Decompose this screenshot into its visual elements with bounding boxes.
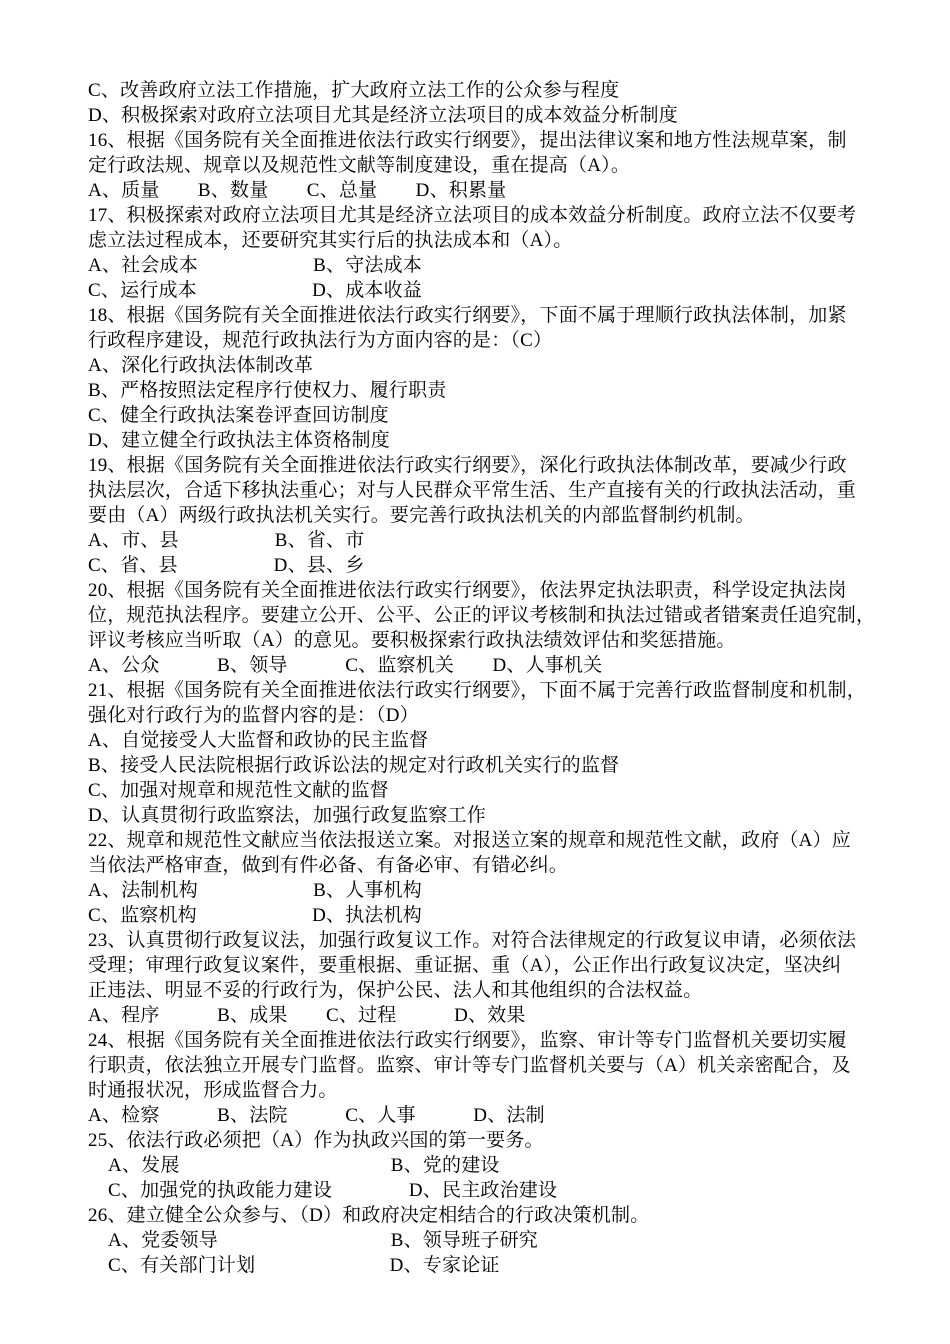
text-line: 行职责，依法独立开展专门监督。监察、审计等专门监督机关要与（A）机关亲密配合，及 — [88, 1055, 851, 1076]
text-line: 17、积极探索对政府立法项目尤其是经济立法项目的成本效益分析制度。政府立法不仅要考 — [88, 205, 857, 226]
text-line: A、深化行政执法体制改革 — [88, 355, 314, 376]
text-line: A、市、县 B、省、市 — [88, 530, 365, 551]
text-line: B、接受人民法院根据行政诉讼法的规定对行政机关实行的监督 — [88, 755, 620, 776]
text-line: C、运行成本 D、成本收益 — [88, 280, 422, 301]
text-line: 受理；审理行政复议案件，要重根据、重证据、重（A），公正作出行政复议决定，坚决纠 — [88, 955, 842, 976]
text-line: A、社会成本 B、守法成本 — [88, 255, 422, 276]
text-line: D、建立健全行政执法主体资格制度 — [88, 430, 390, 451]
text-line: A、法制机构 B、人事机构 — [88, 880, 422, 901]
text-line: A、公众 B、领导 C、监察机关 D、人事机关 — [88, 655, 603, 676]
text-line: 正违法、明显不妥的行政行为，保护公民、法人和其他组织的合法权益。 — [88, 980, 703, 1001]
text-line: A、党委领导 B、领导班子研究 — [108, 1230, 538, 1251]
text-line: 当依法严格审查，做到有件必备、有备必审、有错必纠。 — [88, 855, 569, 876]
text-line: 18、根据《国务院有关全面推进依法行政实行纲要》，下面不属于理顺行政执法体制，加紧 — [88, 305, 847, 326]
text-line: 执法层次，合适下移执法重心；对与人民群众平常生活、生产直接有关的行政执法活动，重 — [88, 480, 857, 501]
text-line: 26、建立健全公众参与、（D）和政府决定相结合的行政决策机制。 — [88, 1205, 650, 1226]
text-line: A、程序 B、成果 C、过程 D、效果 — [88, 1005, 526, 1026]
text-line: 25、依法行政必须把（A）作为执政兴国的第一要务。 — [88, 1130, 544, 1151]
text-line: 21、根据《国务院有关全面推进依法行政实行纲要》，下面不属于完善行政监督制度和机制， — [88, 680, 866, 701]
text-line: 24、根据《国务院有关全面推进依法行政实行纲要》，监察、审计等专门监督机关要切实履 — [88, 1030, 847, 1051]
text-line: D、积极探索对政府立法项目尤其是经济立法项目的成本效益分析制度 — [88, 105, 678, 126]
text-line: 强化对行政行为的监督内容的是：（D） — [88, 705, 419, 726]
text-line: 23、认真贯彻行政复议法，加强行政复议工作。对符合法律规定的行政复议申请，必须依法 — [88, 930, 857, 951]
text-line: 行政程序建设，规范行政执法行为方面内容的是：（C） — [88, 330, 553, 351]
text-line: A、发展 B、党的建设 — [108, 1155, 500, 1176]
text-line: C、改善政府立法工作措施，扩大政府立法工作的公众参与程度 — [88, 80, 620, 101]
document-body — [88, 78, 876, 1278]
text-line: C、加强对规章和规范性文献的监督 — [88, 780, 389, 801]
text-line: C、有关部门计划 D、专家论证 — [108, 1255, 500, 1276]
text-line: 位，规范执法程序。要建立公开、公平、公正的评议考核制和执法过错或者错案责任追究制， — [88, 605, 876, 626]
text-line: 定行政法规、规章以及规范性文献等制度建设，重在提高（A）。 — [88, 155, 631, 176]
text-line: 时通报状况，形成监督合力。 — [88, 1080, 338, 1101]
text-line: C、监察机构 D、执法机构 — [88, 905, 422, 926]
text-line: 要由（A）两级行政执法机关实行。要完善行政执法机关的内部监督制约机制。 — [88, 505, 755, 526]
text-line: C、省、县 D、县、乡 — [88, 555, 365, 576]
text-line: 20、根据《国务院有关全面推进依法行政实行纲要》，依法界定执法职责，科学设定执法岗 — [88, 580, 847, 601]
text-line: 评议考核应当听取（A）的意见。要积极探索行政执法绩效评估和奖惩措施。 — [88, 630, 736, 651]
text-line: A、质量 B、数量 C、总量 D、积累量 — [88, 180, 507, 201]
text-line: A、检察 B、法院 C、人事 D、法制 — [88, 1105, 545, 1126]
text-line: 22、规章和规范性文献应当依法报送立案。对报送立案的规章和规范性文献，政府（A）应 — [88, 830, 851, 851]
text-line: 16、根据《国务院有关全面推进依法行政实行纲要》，提出法律议案和地方性法规草案，制 — [88, 130, 847, 151]
text-line: A、自觉接受人大监督和政协的民主监督 — [88, 730, 429, 751]
text-line: C、健全行政执法案卷评查回访制度 — [88, 405, 389, 426]
text-line: 19、根据《国务院有关全面推进依法行政实行纲要》，深化行政执法体制改革，要减少行政 — [88, 455, 847, 476]
text-line: D、认真贯彻行政监察法，加强行政复监察工作 — [88, 805, 486, 826]
text-line: C、加强党的执政能力建设 D、民主政治建设 — [108, 1180, 558, 1201]
text-line: 虑立法过程成本，还要研究其实行后的执法成本和（A）。 — [88, 230, 573, 251]
text-line: B、严格按照法定程序行使权力、履行职责 — [88, 380, 447, 401]
